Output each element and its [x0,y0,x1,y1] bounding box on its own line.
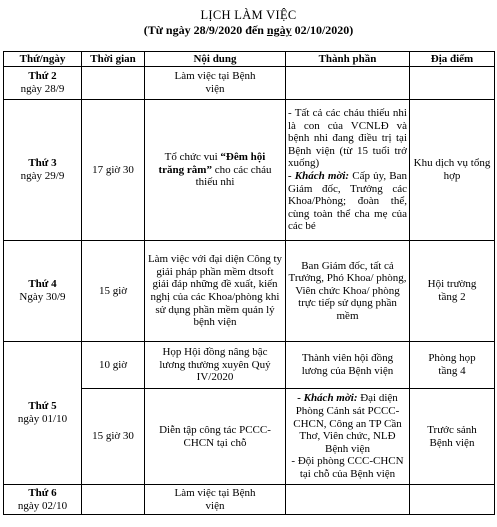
time-cell: 15 giờ 30 [82,389,145,485]
time-cell [82,67,145,100]
content-cell: Họp Hội đồng nâng bậc lương thường xuyên Quý IV/2020 [145,342,286,389]
participants-cell: Ban Giám đốc, tất cả Trưởng, Phó Khoa/ phòng, Viên chức Khoa/ phòng trực tiếp sử dụng phần mềm [286,241,410,342]
day-cell [4,241,82,342]
subtitle-underlined: ngày [266,23,292,37]
day-cell [4,342,82,485]
subtitle-suffix: 02/10/2020) [291,23,354,37]
table-row [4,342,495,389]
date-label: ngày 01/10 [17,413,68,425]
guests-label: - Khách mời: [297,392,358,405]
table-row [4,241,495,342]
page-title: LỊCH LÀM VIỆC [200,8,297,22]
participants-text: - Đội phòng CCC-CHCN tại chỗ của Bệnh viện [291,455,404,480]
date-label: ngày 29/9 [20,170,65,182]
location-cell [410,67,495,100]
location-cell [410,485,495,515]
header-row [4,52,495,67]
content-cell: Làm việc tại Bệnh viện [145,67,286,100]
guests-text: Cấp ủy, Ban Giám đốc, Trưởng các Khoa/Phòng; đoàn thể, cùng toàn thể cha mẹ của các bé [288,170,407,233]
day-cell [4,485,82,515]
guests-label: - Khách mời: [288,170,350,182]
content-cell: Làm việc với đại diện Công ty giải pháp phần mềm dtsoft giải đáp những đề xuất, kiến nghị của các Khoa/phòng khi sử dụng phần mềm quản lý bệnh viện [145,241,286,342]
day-label: Thứ 2 [28,70,57,83]
content-cell: Diễn tập công tác PCCC-CHCN tại chỗ [145,389,286,485]
location-cell: Hội trường tầng 2 [410,241,495,342]
participants-cell [286,100,410,241]
date-label: ngày 02/10 [17,499,68,512]
participants-cell [286,67,410,100]
location-cell: Trước sảnh Bệnh viện [410,389,495,485]
location-cell: Khu dịch vụ tổng hợp [410,100,495,241]
date-label: ngày 28/9 [20,83,65,95]
schedule-table [3,51,495,515]
col-header-location: Địa điểm [410,52,495,67]
time-cell: 10 giờ [82,342,145,389]
day-label: Thứ 4 [28,278,57,291]
table-row [4,67,495,100]
participants-cell [286,485,410,515]
table-row [4,485,495,515]
participants-cell: Thành viên hội đồng lương của Bệnh viện [286,342,410,389]
table-row [4,100,495,241]
event-name: “Đêm hội trăng rằm” [158,151,266,176]
col-header-time: Thời gian [82,52,145,67]
subtitle-prefix: (Từ ngày 28/9/2020 đến [143,23,267,37]
day-label: Thứ 3 [28,157,57,170]
location-cell: Phòng họp tầng 4 [410,342,495,389]
time-cell [82,485,145,515]
day-cell [4,67,82,100]
content-cell: Tổ chức vui “Đêm hội trăng rằm” cho các cháu thiếu nhi [145,100,286,241]
col-header-content: Nội dung [145,52,286,67]
content-cell: Làm việc tại Bệnh viện [145,485,286,515]
participants-cell [286,389,410,485]
day-cell [4,100,82,241]
col-header-day: Thứ/ngày [4,52,82,67]
date-range-subtitle [0,23,497,38]
day-label: Thứ 6 [28,486,57,499]
time-cell: 15 giờ [82,241,145,342]
day-label: Thứ 5 [28,400,57,413]
time-cell: 17 giờ 30 [82,100,145,241]
participants-text: - Tất cả các cháu thiếu nhi là con của VCNLĐ và bệnh nhi đang điều trị tại Bệnh viện (từ 15 tuổi trở xuống) [288,107,407,170]
col-header-participants: Thành phần [286,52,410,67]
date-label: Ngày 30/9 [19,291,66,303]
guests-text: Đại diện Phòng Cảnh sát PCCC-CHCN, Công an TP Cần Thơ, Viên chức, NLĐ Bệnh viện [293,392,402,455]
